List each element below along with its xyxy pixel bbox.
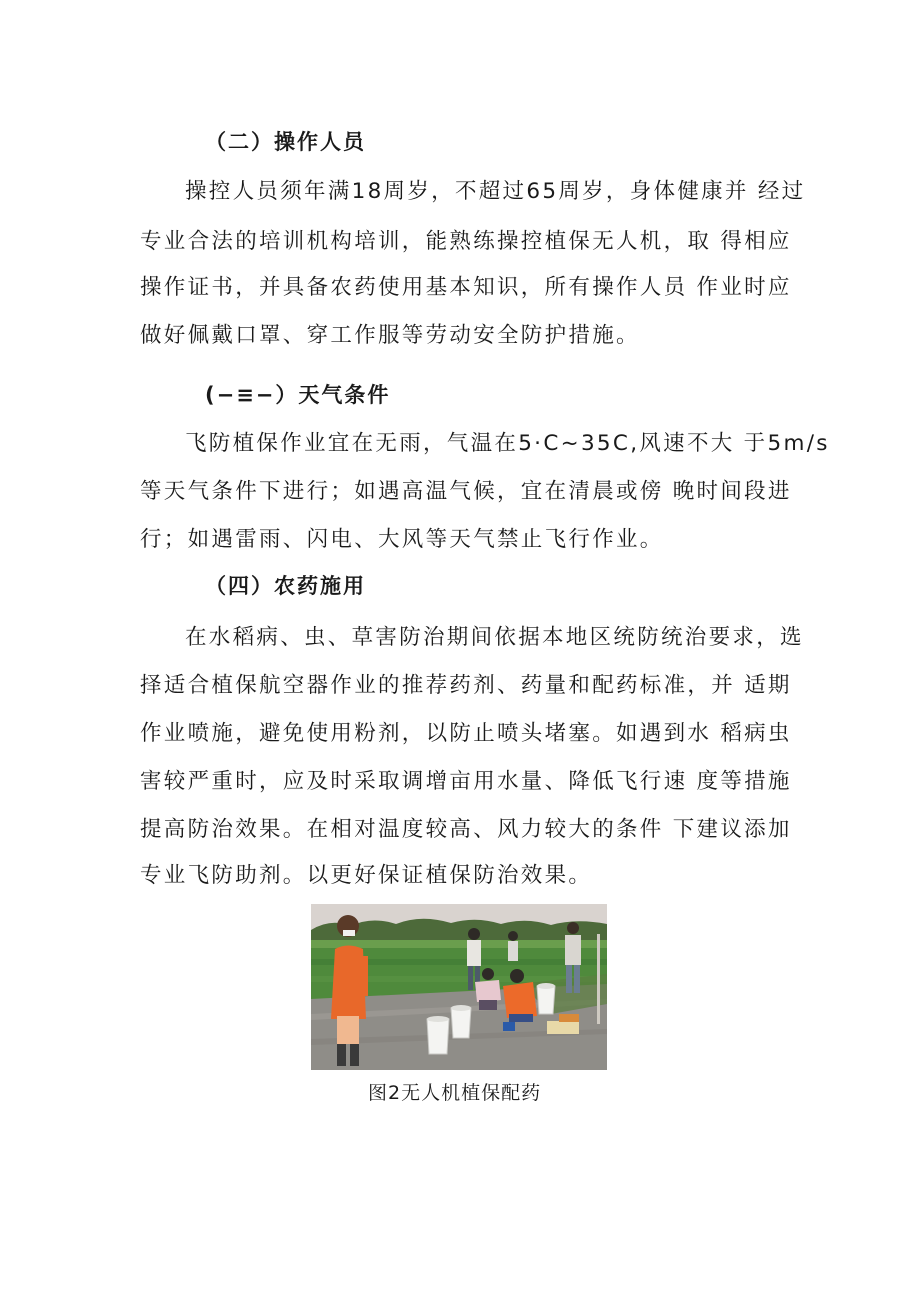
paragraph-line: 等天气条件下进行；如遇高温气候，宜在清晨或傍 晚时间段进: [140, 479, 792, 504]
figure-photo: [311, 904, 607, 1070]
paragraph-line: 择适合植保航空器作业的推荐药剂、药量和配药标准，并 适期: [140, 673, 792, 698]
section-heading-pesticide: （四）农药施用: [205, 574, 366, 598]
paragraph-line: 做好佩戴口罩、穿工作服等劳动安全防护措施。: [140, 323, 640, 348]
paragraph-line: 操作证书，并具备农药使用基本知识，所有操作人员 作业时应: [140, 275, 792, 300]
paragraph-line: 飞防植保作业宜在无雨，气温在5·C~35C,风速不大 于5m∕s: [185, 431, 830, 456]
paragraph-line: 害较严重时，应及时采取调增亩用水量、降低飞行速 度等措施: [140, 769, 792, 794]
paragraph-line: 行；如遇雷雨、闪电、大风等天气禁止飞行作业。: [140, 527, 664, 552]
section-heading-weather: (−≡−）天气条件: [205, 383, 391, 407]
drone-pesticide-mixing-photo: [311, 904, 607, 1070]
paragraph-line: 提高防治效果。在相对温度较高、风力较大的条件 下建议添加: [140, 817, 792, 842]
paragraph-line: 操控人员须年满18周岁，不超过65周岁，身体健康并 经过: [185, 179, 806, 204]
paragraph-line: 专业飞防助剂。以更好保证植保防治效果。: [140, 863, 593, 888]
paragraph-line: 专业合法的培训机构培训，能熟练操控植保无人机，取 得相应: [140, 229, 792, 254]
figure-caption: 图2无人机植保配药: [368, 1082, 542, 1104]
paragraph-line: 作业喷施，避免使用粉剂，以防止喷头堵塞。如遇到水 稻病虫: [140, 721, 792, 746]
section-heading-operator: （二）操作人员: [205, 130, 366, 154]
paragraph-line: 在水稻病、虫、草害防治期间依据本地区统防统治要求，选: [185, 625, 804, 650]
